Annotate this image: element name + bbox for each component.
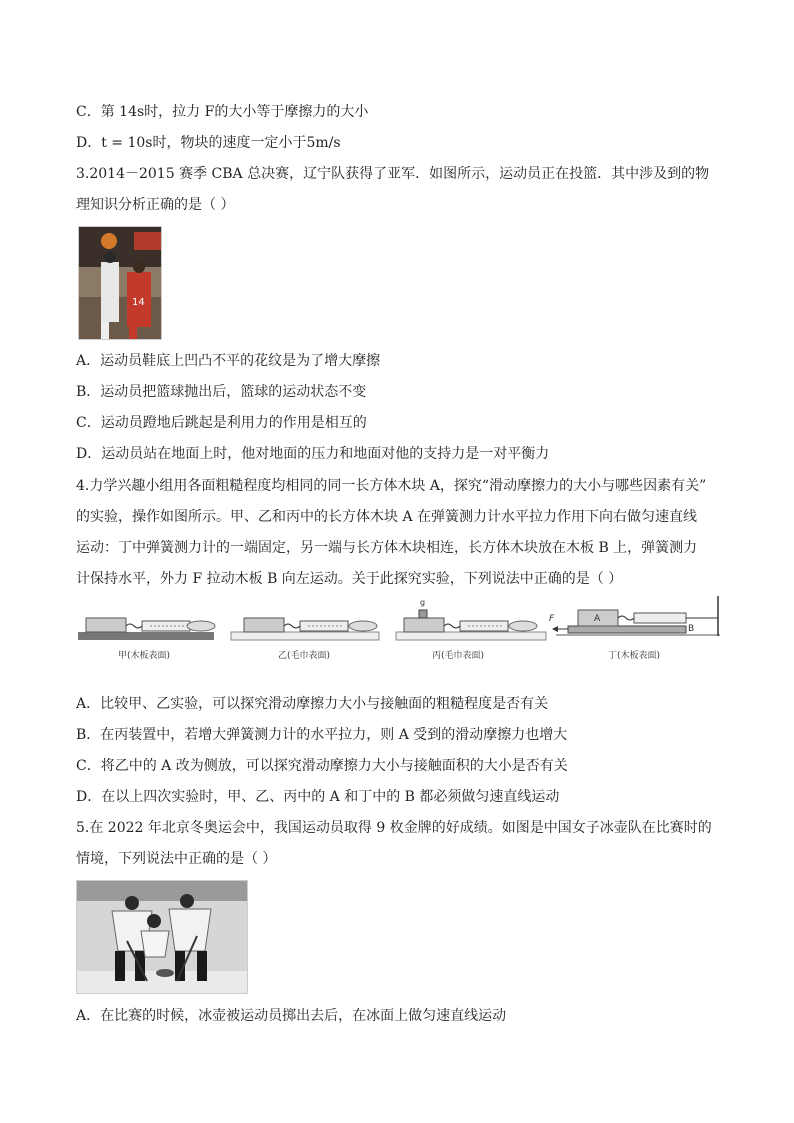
q2-option-c: C．第 14s时，拉力 F的大小等于摩擦力的大小 [76,104,369,120]
q4-option-a: A．比较甲、乙实验，可以探究滑动摩擦力大小与接触面的粗糙程度是否有关 [76,696,549,712]
q5-option-a: A．在比赛的时候，冰壶被运动员掷出去后，在冰面上做匀速直线运动 [76,1008,507,1024]
board-b-label: B [688,624,695,634]
setup-jia [78,618,215,640]
q5-stem-line-2: 情境，下列说法中正确的是（ ） [76,851,277,867]
q3-stem-line-2: 理知识分析正确的是（ ） [76,197,235,213]
q4-stem-line-2: 的实验，操作如图所示。甲、乙和丙中的长方体木块 A 在弹簧测力计水平拉力作用下向右做匀速直线 [76,509,698,525]
caption-jia: 甲(木板表面) [118,651,171,661]
q3-option-b: B．运动员把篮球抛出后，篮球的运动状态不变 [76,384,367,400]
q3-stem-line-1: 3.2014－2015 赛季 CBA 总决赛，辽宁队获得了亚军．如图所示，运动员正在投篮．其中涉及到的物 [76,166,710,182]
curling-photo [76,880,248,994]
q4-stem-line-1: 4.力学兴趣小组用各面粗糙程度均相同的同一长方体木块 A，探究“滑动摩擦力的大小与哪些因素有关” [76,478,707,494]
basketball-photo [78,226,162,340]
block-a-label: A [594,614,601,624]
q3-option-c: C．运动员蹬地后跳起是利用力的作用是相互的 [76,415,367,431]
q4-stem-line-4: 计保持水平，外力 F 拉动木板 B 向左运动。关于此探究实验，下列说法中正确的是（ ） [76,571,623,587]
q5-stem-line-1: 5.在 2022 年北京冬奥运会中，我国运动员取得 9 枚金牌的好成绩。如图是中国女子冰壶队在比赛时的 [76,820,712,836]
q2-option-d: D．t = 10s时，物块的速度一定小于5m/s [76,135,341,151]
q4-option-c: C．将乙中的 A 改为侧放，可以探究滑动摩擦力大小与接触面积的大小是否有关 [76,758,568,774]
q4-stem-line-3: 运动：丁中弹簧测力计的一端固定，另一端与长方体木块相连，长方体木块放在木板 B 上，弹簧测力 [76,540,698,556]
setup-bing [396,610,546,640]
q4-option-b: B．在丙装置中，若增大弹簧测力计的水平拉力，则 A 受到的滑动摩擦力也增大 [76,727,568,743]
svg-text:14: 14 [132,297,145,308]
force-f-label: F [549,614,555,624]
setup-ding [552,596,720,636]
q4-option-d: D．在以上四次实验时，甲、乙、丙中的 A 和丁中的 B 都必须做匀速直线运动 [76,789,560,805]
friction-experiment-diagram [76,596,724,666]
caption-ding: 丁(木板表面) [608,651,661,661]
setup-yi [231,618,379,640]
weight-label: g [420,598,426,607]
caption-yi: 乙(毛巾表面) [278,651,331,661]
q3-option-d: D．运动员站在地面上时，他对地面的压力和地面对他的支持力是一对平衡力 [76,446,550,462]
caption-bing: 丙(毛巾表面) [432,651,485,661]
q3-option-a: A．运动员鞋底上凹凸不平的花纹是为了增大摩擦 [76,353,381,369]
